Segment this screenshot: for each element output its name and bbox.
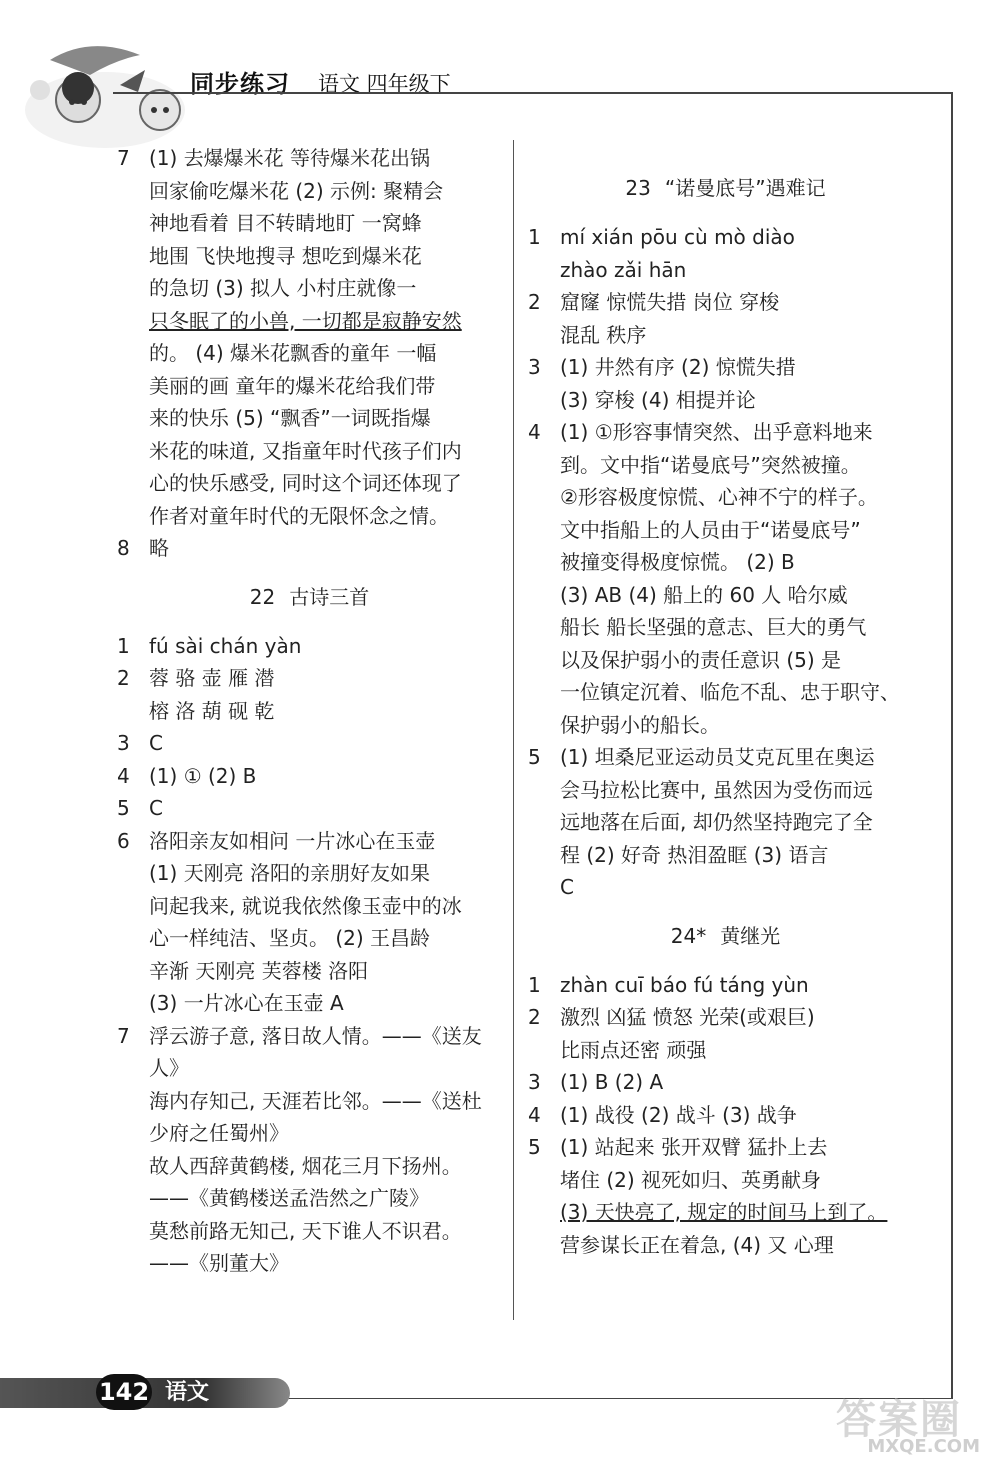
answer-item xyxy=(528,1131,923,1261)
item-number: 4 xyxy=(117,763,130,788)
answer-line: 莫愁前路无知己, 天下谁人不识君。 xyxy=(149,1218,462,1243)
book-title: 同步练习 xyxy=(190,70,290,98)
answer-item xyxy=(117,760,502,793)
page-number: 142 xyxy=(96,1374,152,1410)
answer-line: fú sài chán yàn xyxy=(149,633,302,658)
item-number: 2 xyxy=(528,290,541,314)
answer-line: 的急切 (3) 拟人 小村庄就像一 xyxy=(149,276,417,300)
answer-line: (1) 天刚亮 洛阳的亲朋好友如果 xyxy=(149,861,431,885)
item-number: 1 xyxy=(117,633,130,658)
answer-item xyxy=(528,969,923,1002)
watermark-logo: 答案圈 xyxy=(836,1397,962,1443)
answer-line: 激烈 凶猛 愤怒 光荣(或艰巨) xyxy=(560,1005,815,1029)
answer-line: 被撞变得极度惊慌。 (2) B xyxy=(560,550,795,574)
answer-line: (3) 穿梭 (4) 相提并论 xyxy=(560,387,756,412)
section-number: 22 xyxy=(249,584,276,609)
answer-item xyxy=(528,221,923,286)
item-number: 3 xyxy=(117,731,130,755)
answer-item xyxy=(528,351,923,416)
answer-item xyxy=(117,1020,502,1280)
answer-line: 海内存知己, 天涯若比邻。——《送杜 xyxy=(149,1088,482,1113)
item-number: 7 xyxy=(117,1023,130,1048)
answer-line: 窟窿 惊慌失措 岗位 穿梭 xyxy=(560,290,780,314)
answer-line: 人》 xyxy=(149,1056,189,1080)
answer-line: 美丽的画 童年的爆米花给我们带 xyxy=(149,373,436,398)
answer-line: ——《别董大》 xyxy=(149,1251,289,1275)
answer-line: C xyxy=(560,875,574,899)
column-divider xyxy=(513,140,514,1320)
answer-line: 心一样纯洁、坚贞。 (2) 王昌龄 xyxy=(149,926,431,950)
answer-line: (3) AB (4) 船上的 60 人 哈尔威 xyxy=(560,582,848,607)
item-number: 3 xyxy=(528,355,541,379)
item-number: 4 xyxy=(528,420,541,444)
answer-line: 营参谋长正在着急, (4) 又 心理 xyxy=(560,1232,834,1257)
answer-line: (1) 去爆爆米花 等待爆米花出锅 xyxy=(149,146,431,170)
answer-line: 远地落在后面, 却仍然坚持跑完了全 xyxy=(560,810,873,834)
item-number: 2 xyxy=(117,666,130,690)
section-number: 24* xyxy=(670,923,707,948)
answer-line: 浮云游子意, 落日故人情。——《送友 xyxy=(149,1023,482,1048)
answer-line: C xyxy=(149,796,163,820)
answer-line: zhàn cuī báo fú táng yùn xyxy=(560,972,809,997)
answer-line: 洛阳亲友如相问 一片冰心在玉壶 xyxy=(149,828,436,853)
answer-line: 以及保护弱小的责任意识 (5) 是 xyxy=(560,647,842,672)
answer-line: (3) 一片冰心在玉壶 A xyxy=(149,991,344,1015)
answer-line: 的。 (4) 爆米花飘香的童年 一幅 xyxy=(149,341,437,365)
watermark-url: MXQE.COM xyxy=(867,1436,980,1457)
item-number: 6 xyxy=(117,828,130,853)
answer-line: (1) B (2) A xyxy=(560,1070,664,1094)
item-number: 2 xyxy=(528,1005,541,1029)
answer-line: C xyxy=(149,731,163,755)
answer-line: 作者对童年时代的无限怀念之情。 xyxy=(149,503,449,528)
item-number: 3 xyxy=(528,1070,541,1094)
answer-line: mí xián pōu cù mò diào xyxy=(560,225,795,249)
item-number: 5 xyxy=(528,1135,541,1159)
answer-line: 神地看着 目不转睛地盯 一窝蜂 xyxy=(149,211,422,235)
answer-line: (1) 坦桑尼亚运动员艾克瓦里在奥运 xyxy=(560,745,875,769)
item-number: 8 xyxy=(117,536,130,560)
answer-item xyxy=(117,630,502,663)
answer-line: 只冬眠了的小兽, 一切都是寂静安然 xyxy=(149,308,462,333)
answer-line: 地围 飞快地搜寻 想吃到爆米花 xyxy=(149,243,422,268)
item-number: 4 xyxy=(528,1102,541,1127)
answer-line: (1) ①形容事情突然、出乎意料地来 xyxy=(560,420,873,444)
answer-item xyxy=(528,416,923,741)
answer-line: 米花的味道, 又指童年时代孩子们内 xyxy=(149,438,462,463)
answer-line: (1) 战役 (2) 战斗 (3) 战争 xyxy=(560,1102,797,1127)
answer-line: 比雨点还密 顽强 xyxy=(560,1037,707,1062)
left-column xyxy=(117,142,502,1280)
answer-line: 榕 洛 葫 砚 乾 xyxy=(149,698,275,723)
answer-item xyxy=(117,662,502,727)
answer-line: 会马拉松比赛中, 虽然因为受伤而远 xyxy=(560,777,873,802)
section-title-24 xyxy=(528,904,923,969)
answer-line: (1) ① (2) B xyxy=(149,763,257,788)
answer-line: 保护弱小的船长。 xyxy=(560,712,720,737)
answer-line: 来的快乐 (5) “飘香”一词既指爆 xyxy=(149,406,431,430)
section-name: 黄继光 xyxy=(720,923,781,948)
answer-line: 程 (2) 好奇 热泪盈眶 (3) 语言 xyxy=(560,842,829,867)
answer-line: (1) 井然有序 (2) 惊慌失措 xyxy=(560,355,796,379)
book-subtitle: 语文 四年级下 xyxy=(318,72,451,96)
answer-line: 略 xyxy=(149,536,169,560)
section-name: “诺曼底号”遇难记 xyxy=(664,176,826,200)
answer-item xyxy=(117,792,502,825)
section-title-22 xyxy=(117,565,502,630)
answer-line: 到。文中指“诺曼底号”突然被撞。 xyxy=(560,452,861,477)
item-number: 1 xyxy=(528,225,541,249)
right-column xyxy=(528,156,923,1261)
answer-line: 回家偷吃爆米花 (2) 示例: 聚精会 xyxy=(149,178,444,203)
item-number: 7 xyxy=(117,146,130,170)
answer-line: 心的快乐感受, 同时这个词还体现了 xyxy=(149,471,462,495)
item-number: 5 xyxy=(117,796,130,820)
answer-line: 堵住 (2) 视死如归、英勇献身 xyxy=(560,1167,822,1192)
answer-line: 蓉 骆 壶 雁 潜 xyxy=(149,666,275,690)
footer-subject-label: 语文 xyxy=(165,1380,210,1405)
answer-line: ②形容极度惊慌、心神不宁的样子。 xyxy=(560,485,878,509)
answer-line: zhào zǎi hān xyxy=(560,257,687,282)
section-number: 23 xyxy=(625,176,651,200)
answer-item xyxy=(528,1099,923,1132)
answer-item xyxy=(528,286,923,351)
answer-line: 故人西辞黄鹤楼, 烟花三月下扬州。 xyxy=(149,1153,462,1178)
answer-item xyxy=(117,532,502,565)
answer-line: 辛渐 天刚亮 芙蓉楼 洛阳 xyxy=(149,958,369,983)
item-number: 5 xyxy=(528,745,541,769)
answer-line: 文中指船上的人员由于“诺曼底号” xyxy=(560,517,861,542)
answer-item xyxy=(117,727,502,760)
answer-line: (3) 天快亮了, 规定的时间马上到了。 xyxy=(560,1200,888,1224)
answer-line: 混乱 秩序 xyxy=(560,322,647,347)
answer-item xyxy=(117,142,502,532)
answer-line: 船长 船长坚强的意志、巨大的勇气 xyxy=(560,615,867,639)
answer-item xyxy=(117,825,502,1020)
answer-item xyxy=(528,741,923,904)
answer-line: ——《黄鹤楼送孟浩然之广陵》 xyxy=(149,1186,429,1210)
answer-item xyxy=(528,1066,923,1099)
answer-item xyxy=(528,1001,923,1066)
section-name: 古诗三首 xyxy=(289,584,370,609)
answer-line: 问起我来, 就说我依然像玉壶中的冰 xyxy=(149,893,462,918)
answer-line: (1) 站起来 张开双臂 猛扑上去 xyxy=(560,1135,828,1159)
answer-line: 一位镇定沉着、临危不乱、忠于职守、 xyxy=(560,680,900,704)
item-number: 1 xyxy=(528,972,541,997)
section-title-23 xyxy=(528,156,923,221)
answer-line: 少府之任蜀州》 xyxy=(149,1121,289,1145)
